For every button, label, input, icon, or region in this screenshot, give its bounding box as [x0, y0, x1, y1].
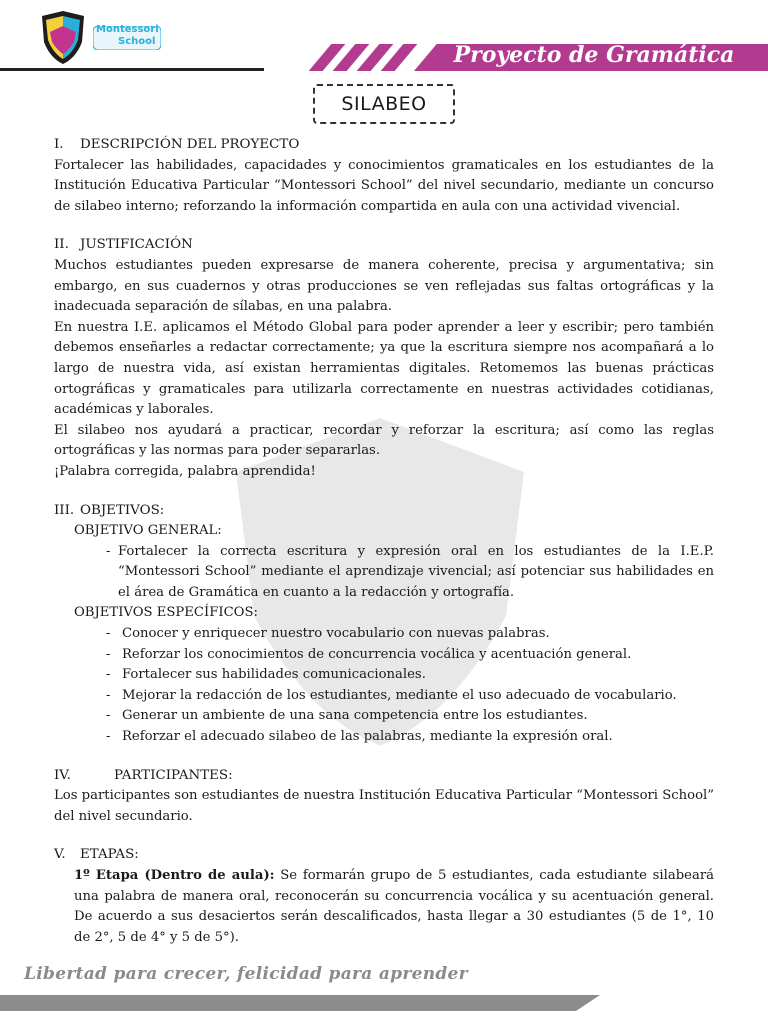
section-number: II. — [54, 237, 69, 253]
section-heading — [54, 135, 714, 156]
section-number: V. — [54, 847, 66, 863]
stage-paragraph — [54, 866, 714, 948]
section-title: ETAPAS: — [80, 847, 139, 863]
list-item: - Fortalecer la correcta escritura y expresión oral en los estudiantes de la I.E.P. “Montessori School” mediante el aprendizaje vivencial; así potenciar sus habilidades en el área de Gramática en cuanto a la redacción y ortografía. — [106, 543, 714, 600]
section-heading — [54, 501, 714, 522]
section-title: PARTICIPANTES: — [114, 767, 233, 783]
paragraph: En nuestra I.E. aplicamos el Método Global para poder aprender a leer y escribir; pero también debemos enseñarles a redactar correctamente; ya que la escritura siempre nos acompañará a lo largo de nuestra vida, así existan herramientas digitales. Retomemos las buenas prácticas ortográficas y gramaticales para utilizarla correctamente en nuestras actividades cotidianas, académicas y laborales. — [54, 319, 714, 418]
section-heading — [54, 766, 714, 787]
list-item: - Reforzar el adecuado silabeo de las palabras, mediante la expresión oral. — [106, 729, 613, 745]
list-item-text: Reforzar los conocimientos de concurrencia vocálica y acentuación general. — [122, 646, 632, 662]
list-item: - Fortalecer sus habilidades comunicacionales. — [106, 667, 426, 683]
stage-label: 1º Etapa (Dentro de aula): — [74, 868, 275, 883]
paragraph: ¡Palabra corregida, palabra aprendida! — [54, 463, 316, 479]
banner-title: Proyecto de Gramática — [453, 42, 735, 68]
section-number: I. — [54, 137, 64, 152]
section-number: IV. — [54, 767, 71, 783]
subsection-title: OBJETIVOS ESPECÍFICOS: — [74, 605, 258, 621]
logo-text-line1: Montessori — [96, 24, 159, 35]
paragraph: Muchos estudiantes pueden expresarse de manera coherente, precisa y argumentativa; sin embargo, en sus cuadernos y otras producciones se ven reflejadas sus faltas ortográficas y la inadecuada separación de sílabas, en una palabra. — [54, 257, 714, 315]
list-item-text: Generar un ambiente de una sana competencia entre los estudiantes. — [122, 708, 588, 724]
school-logo-icon — [36, 10, 90, 66]
section-number: III. — [54, 502, 75, 518]
subsection-title: OBJETIVO GENERAL: — [74, 523, 222, 539]
list-item-text: Fortalecer la correcta escritura y expresión oral en los estudiantes de la I.E.P. “Montessori School” mediante el aprendizaje vivencial; así potenciar sus habilidades en el área de Gramática en cuanto a la redacción y ortografía. — [118, 543, 714, 600]
list-item-text: Reforzar el adecuado silabeo de las palabras, mediante la expresión oral. — [122, 729, 613, 745]
list-item: - Mejorar la redacción de los estudiantes, mediante el uso adecuado de vocabulario. — [106, 687, 677, 703]
stage-text: Se formarán grupo de 5 estudiantes, cada estudiante silabeará una palabra de manera oral, reconocerán su concurrencia vocálica y su acentuación general. De acuerdo a sus desaciertos serán descalificados, hasta llegar a 30 estudiantes (5 de 1°, 10 de 2°, 5 de 4° y 5 de 5°). — [74, 868, 715, 945]
footer-bar — [0, 995, 600, 1011]
paragraph: Fortalecer las habilidades, capacidades y conocimientos gramaticales en los estudiantes de la Institución Educativa Particular “Montessori School” del nivel secundario, mediante un concurso de silabeo interno; reforzando la información compartida en aula con una actividad vivencial. — [54, 157, 714, 214]
section-heading — [54, 845, 714, 866]
list-item-text: Mejorar la redacción de los estudiantes, mediante el uso adecuado de vocabulario. — [122, 687, 677, 703]
section-heading — [54, 235, 714, 256]
list-item: - Conocer y enriquecer nuestro vocabulario con nuevas palabras. — [106, 626, 550, 642]
document-body — [54, 135, 714, 948]
logo-text-line2: School — [118, 36, 156, 47]
list-item-text: Conocer y enriquecer nuestro vocabulario con nuevas palabras. — [122, 626, 550, 642]
section-title: DESCRIPCIÓN DEL PROYECTO — [80, 137, 300, 152]
list-item: - Generar un ambiente de una sana competencia entre los estudiantes. — [106, 708, 588, 724]
section-title: JUSTIFICACIÓN — [80, 237, 193, 253]
header-rule — [0, 68, 264, 71]
list-item: - Reforzar los conocimientos de concurrencia vocálica y acentuación general. — [106, 646, 632, 662]
document-title: SILABEO — [313, 84, 455, 124]
footer-slogan: Libertad para crecer, felicidad para aprender — [24, 964, 468, 984]
list-item-text: Fortalecer sus habilidades comunicacionales. — [122, 667, 426, 683]
specific-objectives-list — [54, 624, 714, 748]
section-title: OBJETIVOS: — [80, 502, 165, 518]
paragraph: Los participantes son estudiantes de nuestra Institución Educativa Particular “Montessori School” del nivel secundario. — [54, 788, 714, 824]
paragraph: El silabeo nos ayudará a practicar, recordar y reforzar la escritura; así como las reglas ortográficas y las normas para poder separarlas. — [54, 422, 714, 459]
